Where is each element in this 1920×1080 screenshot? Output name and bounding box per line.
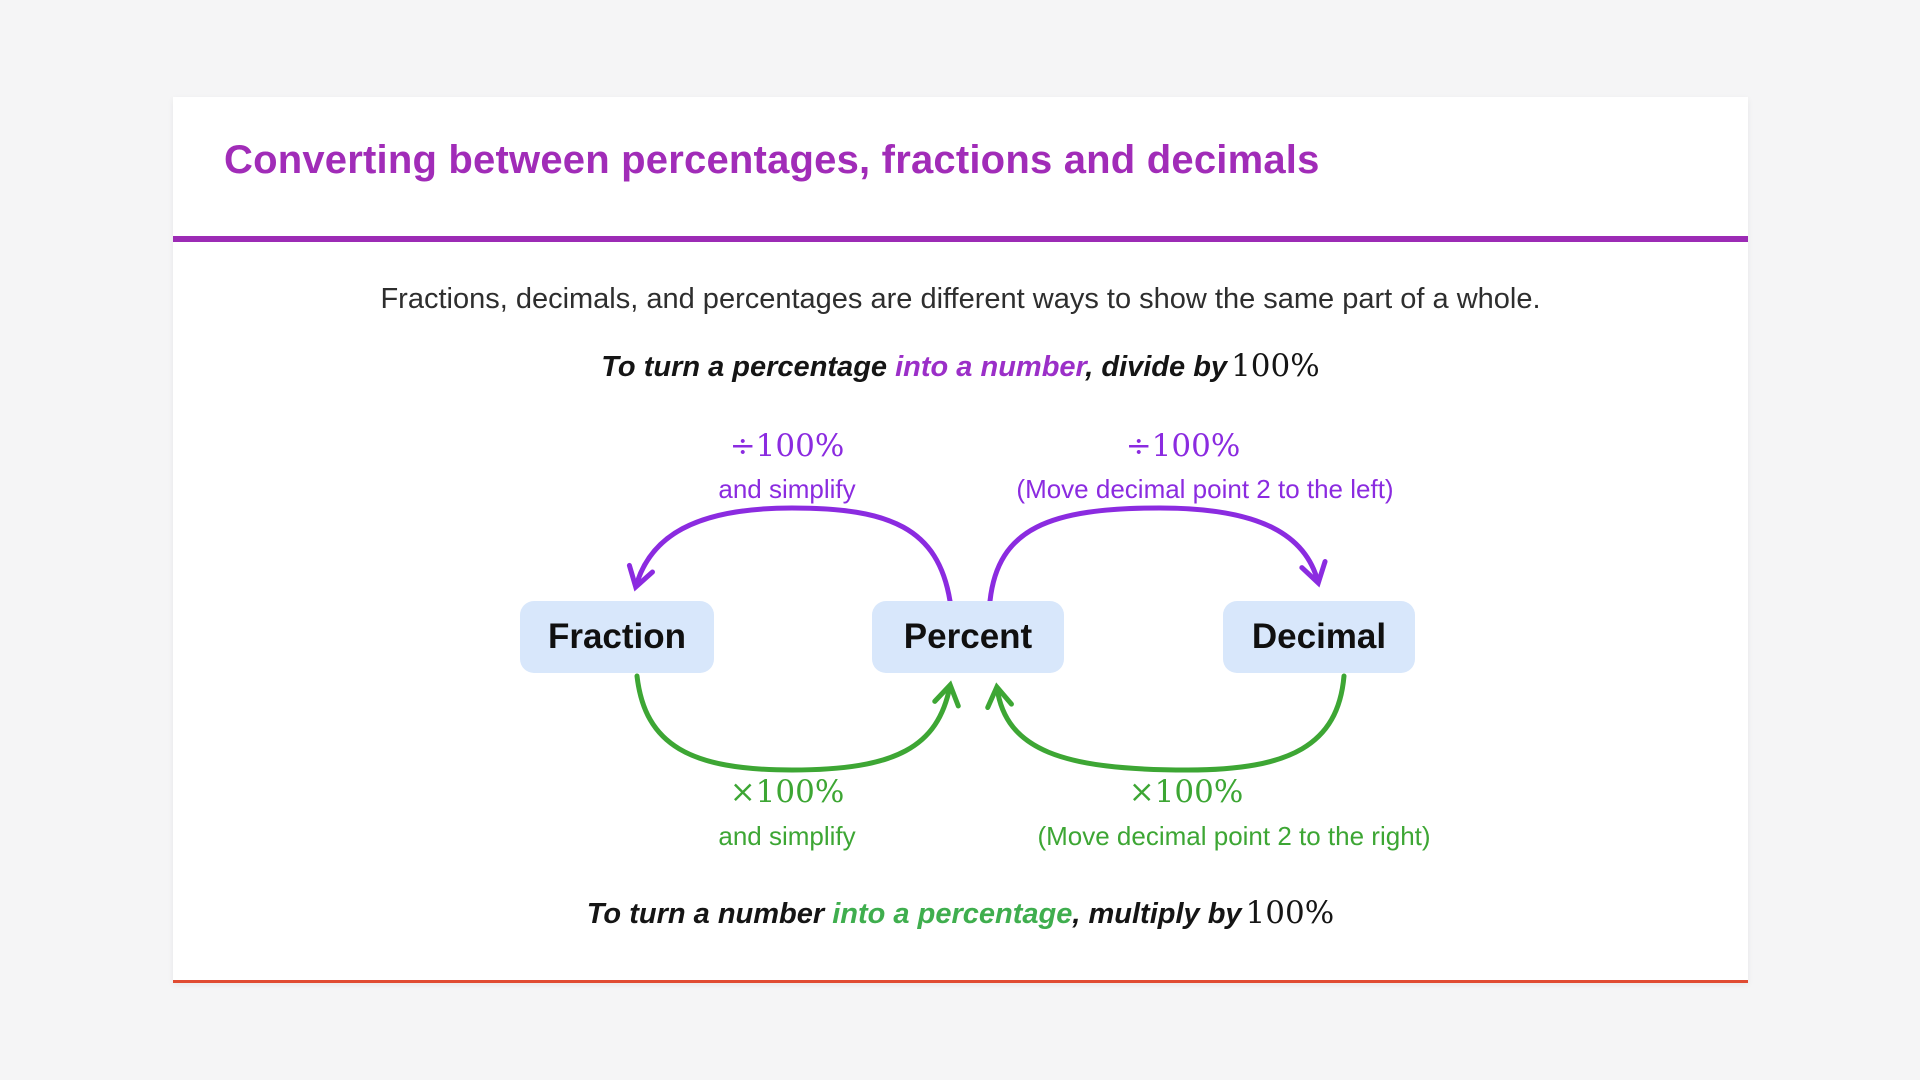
label-move-decimal-right: (Move decimal point 2 to the right) [1037, 821, 1431, 851]
lesson-card [173, 97, 1748, 983]
page-title: Converting between percentages, fractions and decimals [224, 138, 1320, 182]
node-decimal [1223, 601, 1415, 673]
node-percent-label: Percent [903, 617, 1033, 656]
label-and-simplify-bottom: and simplify [718, 821, 856, 851]
label-move-decimal-left: (Move decimal point 2 to the left) [1016, 474, 1394, 504]
title-divider [173, 236, 1748, 242]
intro-text: Fractions, decimals, and percentages are different ways to show the same part of a whole. [380, 283, 1541, 315]
node-decimal-label: Decimal [1251, 617, 1387, 656]
label-divide-100-left: ÷100% [729, 428, 845, 464]
rule-bottom-prefix: To turn a number [586, 898, 833, 930]
label-and-simplify-top: and simplify [718, 474, 856, 504]
rule-top-math-100-percent: 100% [1231, 348, 1320, 384]
label-divide-100-right: ÷100% [1125, 428, 1241, 464]
rule-bottom-suffix: , multiply by [1072, 898, 1242, 930]
rule-top-suffix: , divide by [1085, 351, 1228, 383]
rule-top-highlight: into a number [895, 351, 1086, 383]
rule-number-to-percentage [173, 895, 1748, 931]
rule-top-prefix: To turn a percentage [601, 351, 896, 383]
node-fraction-label: Fraction [547, 617, 687, 656]
node-fraction [520, 601, 714, 673]
node-percent [872, 601, 1064, 673]
label-multiply-100-left: ×100% [729, 774, 845, 810]
rule-percentage-to-number [173, 348, 1748, 384]
rule-bottom-math-100-percent: 100% [1245, 895, 1335, 931]
rule-bottom-highlight: into a percentage [832, 898, 1073, 930]
label-multiply-100-right: ×100% [1128, 774, 1244, 810]
